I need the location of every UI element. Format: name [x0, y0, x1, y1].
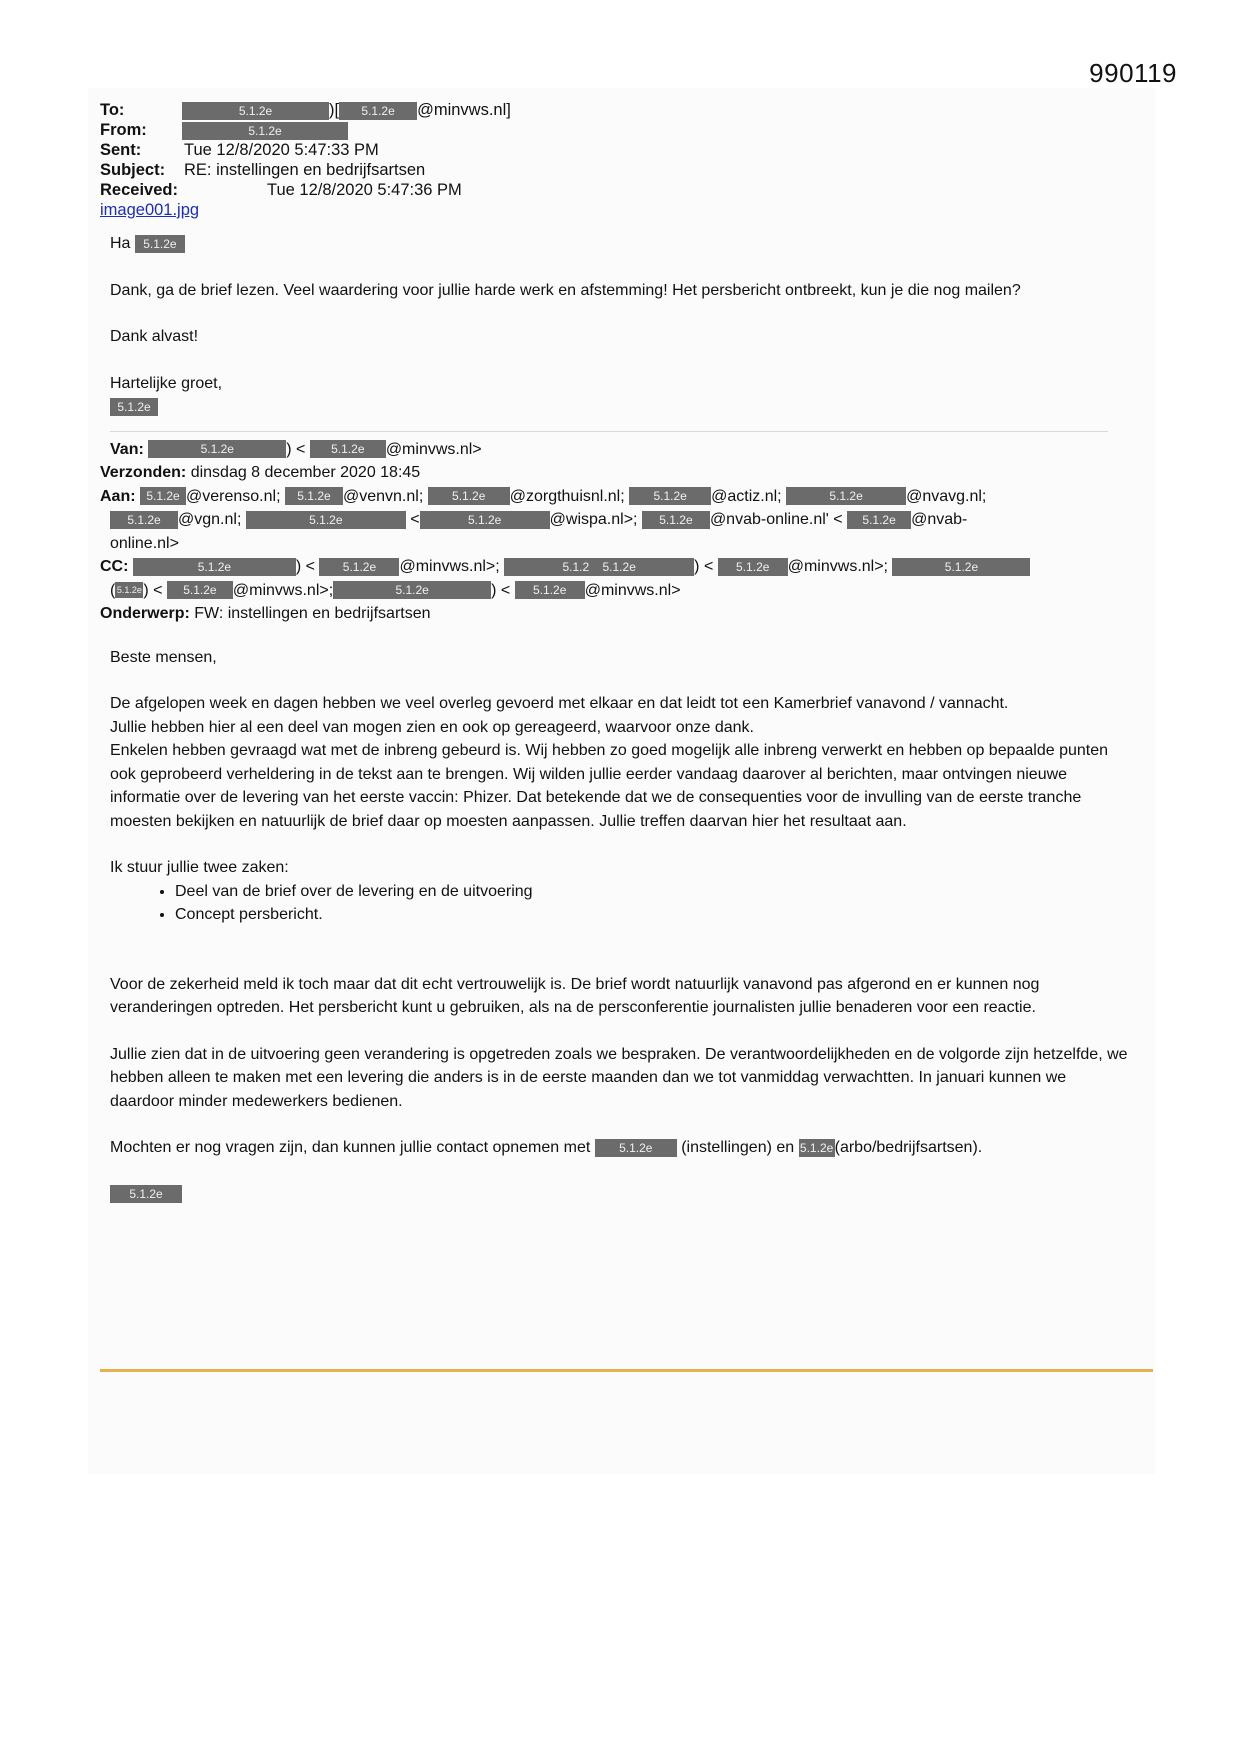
email-body [100, 232, 1130, 1206]
redaction: 5.1.2e [333, 581, 491, 599]
redaction: 5.1.2e [115, 582, 143, 598]
redaction: 5.1.2e [642, 511, 710, 529]
redaction: 5.1.2e [246, 511, 406, 529]
fwd-aan: Aan: 5.1.2e @verenso.nl; 5.1.2e @venvn.nl; 5.1.2e @zorgthuisnl.nl; 5.1.2e @actiz.nl; 5.1.2e @nvavg.nl; [100, 487, 987, 505]
redaction: 5.1.2e [135, 235, 185, 253]
redaction: 5.1.2e [428, 487, 510, 505]
message-salutation: Beste mensen, [110, 648, 217, 666]
fwd-aan-cont2: online.nl> [110, 534, 179, 552]
item-list [100, 880, 1130, 927]
header-subject: Subject: RE: instellingen en bedrijfsartsen [100, 161, 426, 179]
redaction: 5.1.2e [339, 102, 417, 120]
redaction: 5.1.2e [167, 581, 233, 599]
redaction: 5.1.2 5.1.2e [504, 558, 694, 576]
redaction: 5.1.2e [110, 511, 178, 529]
fwd-onderwerp: Onderwerp: FW: instellingen en bedrijfsartsen [100, 605, 431, 622]
redaction: 5.1.2e [285, 487, 343, 505]
reply-paragraph: Dank alvast! [110, 328, 199, 345]
document-number: 990119 [1089, 58, 1177, 88]
redaction: 5.1.2e [595, 1139, 677, 1157]
reply-paragraph: Dank, ga de brief lezen. Veel waardering voor jullie harde werk en afstemming! Het persbericht ontbreekt, kun je die nog mailen? [110, 281, 1021, 299]
email-header [100, 100, 511, 220]
redaction: 5.1.2e [847, 511, 911, 529]
fwd-verzonden: Verzonden: dinsdag 8 december 2020 18:45 [100, 464, 421, 481]
signature-redaction: 5.1.2e [110, 1185, 182, 1203]
message-contact: Mochten er nog vragen zijn, dan kunnen jullie contact opnemen met 5.1.2e (instellingen) en 5.1.2e(arbo/bedrijfsartsen). [110, 1139, 983, 1156]
redaction: 5.1.2e [310, 440, 386, 458]
redaction: 5.1.2e [799, 1140, 834, 1155]
attachment-row [100, 200, 199, 220]
redaction: 5.1.2e [140, 487, 186, 505]
redaction: 5.1.2e [148, 440, 286, 458]
redaction: 5.1.2e [892, 558, 1030, 576]
message-paragraph: Jullie zien dat in de uitvoering geen verandering is opgetreden zoals we bespraken. De verantwoordelijkheden en de volgorde zijn hetzelfde, we hebben alleen te maken met een levering die anders is in de eerste maanden dan we tot vanmiddag verwachtten. In januari kunnen we daardoor minder medewerkers bedienen. [110, 1045, 1128, 1110]
attachment-link[interactable]: image001.jpg [100, 201, 200, 219]
redaction: 5.1.2e [133, 558, 296, 576]
header-sent: Sent: Tue 12/8/2020 5:47:33 PM [100, 141, 379, 159]
redaction: 5.1.2e [182, 122, 348, 140]
redaction: 5.1.2e [182, 102, 329, 120]
redaction: 5.1.2e [786, 487, 906, 505]
footer-rule [100, 1369, 1153, 1372]
redaction: 5.1.2e [420, 511, 550, 529]
list-intro: Ik stuur jullie twee zaken: [110, 859, 289, 876]
redaction: 5.1.2e [319, 558, 399, 576]
fwd-cc-cont: (5.1.2e) < 5.1.2e @minvws.nl>; 5.1.2e ) < 5.1.2e @minvws.nl> [110, 581, 681, 599]
header-to: To: 5.1.2e )[ 5.1.2e @minvws.nl] [100, 101, 511, 119]
header-received: Received: Tue 12/8/2020 5:47:36 PM [100, 181, 462, 199]
message-paragraph: Voor de zekerheid meld ik toch maar dat dit echt vertrouwelijk is. De brief wordt natuurlijk vanavond pas afgerond en er kunnen nog veranderingen optreden. Het persbericht kunt u gebruiken, als na de persconferentie journalisten jullie benaderen voor een reactie. [110, 975, 1040, 1016]
reply-closing: Hartelijke groet, [110, 374, 223, 392]
redaction: 5.1.2e [515, 581, 585, 599]
fwd-van: Van: 5.1.2e ) < 5.1.2e @minvws.nl> [110, 440, 482, 458]
redaction: 5.1.2e [629, 487, 711, 505]
list-item: • Deel van de brief over de levering en de uitvoering [175, 880, 1130, 904]
forward-separator [110, 431, 1108, 432]
list-item: • Concept persbericht. [175, 903, 1130, 927]
forwarded-header [100, 438, 1130, 626]
fwd-aan-cont: 5.1.2e @vgn.nl; 5.1.2e < 5.1.2e @wispa.nl>; 5.1.2e @nvab-online.nl' < 5.1.2e @nvab- [100, 508, 1130, 532]
redaction: 5.1.2e [110, 398, 158, 416]
fwd-cc: CC: 5.1.2e ) < 5.1.2e @minvws.nl>; 5.1.2 5.1.2e ) < 5.1.2e @minvws.nl>; 5.1.2e [100, 555, 1130, 579]
header-from: From: 5.1.2e [100, 120, 199, 140]
redaction: 5.1.2e [718, 558, 788, 576]
message-paragraph: De afgelopen week en dagen hebben we veel overleg gevoerd met elkaar en dat leidt tot een Kamerbrief vanavond / vannacht. Jullie hebben hier al een deel van mogen zien en ook op gereageerd, waarvoor onze dank. Enkelen hebben gevraagd wat met de inbreng gebeurd is. Wij hebben zo goed mogelijk alle inbreng verwerkt en hebben op bepaalde punten ook geprobeerd verheldering in de tekst aan te brengen. Wij wilden jullie eerder vandaag daarover al berichten, maar ontvingen nieuwe informatie over de levering van het eerste vaccin: Phizer. Dat betekende dat we de consequenties voor de invulling van de eerste tranche moesten bekijken en natuurlijk de brief daar op moesten aanpassen. Jullie treffen daarvan hier het resultaat aan. [110, 695, 1109, 830]
reply-greeting: Ha 5.1.2e [110, 232, 1130, 256]
